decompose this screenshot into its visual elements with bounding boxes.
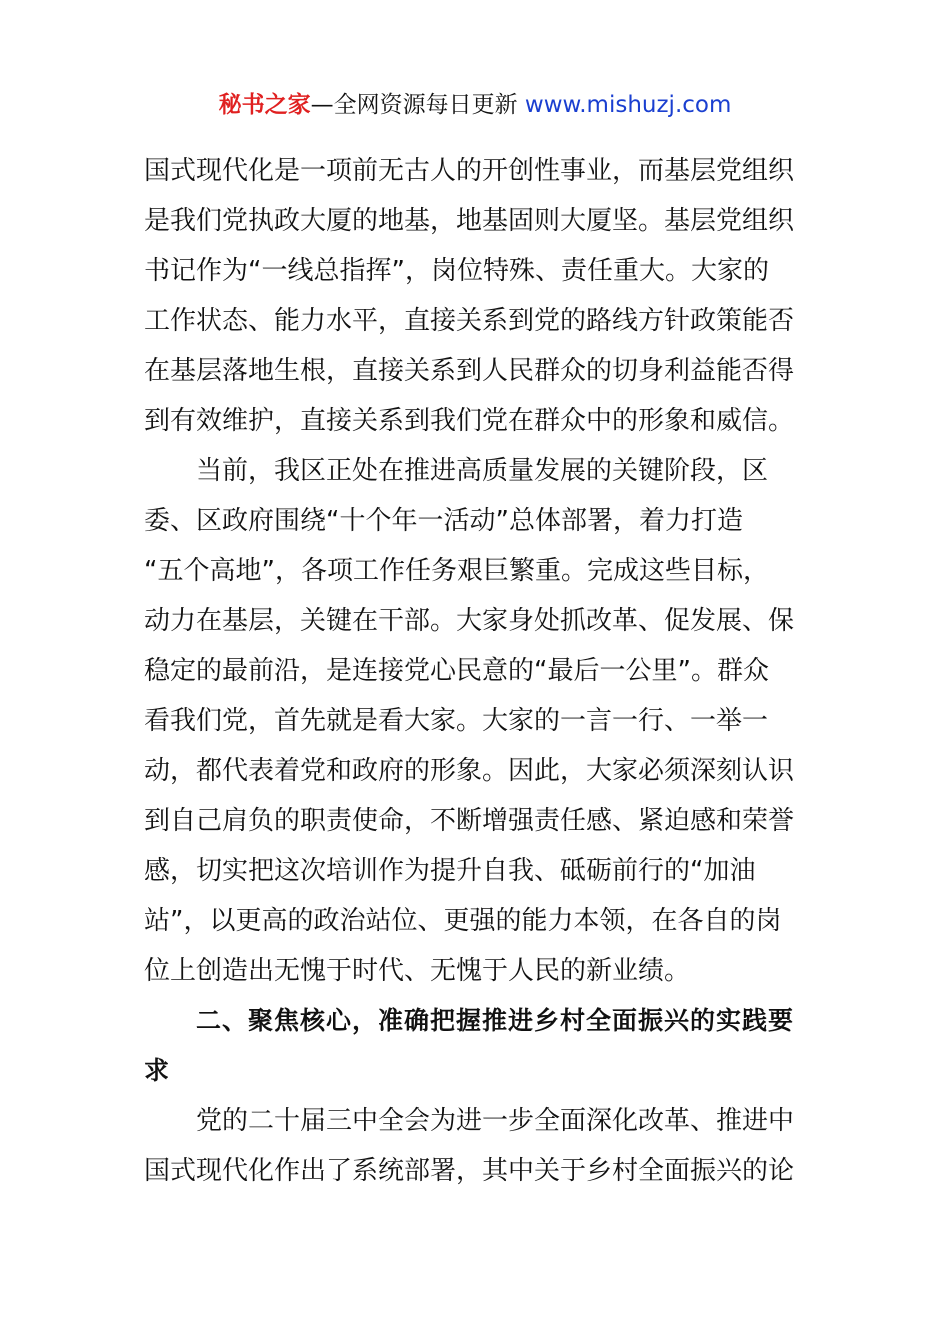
paragraph-line: 到有效维护，直接关系到我们党在群众中的形象和威信。 [144, 406, 795, 436]
header-slogan: —全网资源每日更新 [310, 92, 525, 118]
paragraph-line: 当前，我区正处在推进高质量发展的关键阶段，区 [196, 456, 769, 486]
paragraph-line: 委、区政府围绕“十个年一活动”总体部署，着力打造 [144, 506, 743, 536]
paragraph-line: 国式现代化作出了系统部署，其中关于乡村全面振兴的论 [144, 1156, 795, 1186]
paragraph-line: 是我们党执政大厦的地基，地基固则大厦坚。基层党组织 [144, 206, 795, 236]
section-heading-line: 二、聚焦核心，准确把握推进乡村全面振兴的实践要 [196, 1006, 795, 1035]
paragraph-line: 国式现代化是一项前无古人的开创性事业，而基层党组织 [144, 156, 795, 186]
paragraph-line: 书记作为“一线总指挥”，岗位特殊、责任重大。大家的 [144, 256, 769, 286]
paragraph-line: 看我们党，首先就是看大家。大家的一言一行、一举一 [144, 706, 769, 736]
paragraph-line: 到自己肩负的职责使命，不断增强责任感、紧迫感和荣誉 [144, 806, 795, 836]
paragraph-line: “五个高地”，各项工作任务艰巨繁重。完成这些目标， [144, 556, 769, 586]
paragraph-line: 位上创造出无愧于时代、无愧于人民的新业绩。 [144, 956, 691, 986]
page-header [0, 88, 950, 122]
paragraph-line: 感，切实把这次培训作为提升自我、砥砺前行的“加油 [144, 856, 756, 886]
paragraph-line: 工作状态、能力水平，直接关系到党的路线方针政策能否 [144, 306, 795, 336]
header-url-link[interactable]: www.mishuzj.com [524, 92, 732, 118]
paragraph-line: 稳定的最前沿，是连接党心民意的“最后一公里”。群众 [144, 656, 769, 686]
paragraph-line: 在基层落地生根，直接关系到人民群众的切身利益能否得 [144, 356, 795, 386]
header-brand: 秘书之家 [218, 92, 311, 118]
paragraph-line: 站”，以更高的政治站位、更强的能力本领，在各自的岗 [144, 906, 782, 936]
paragraph-line: 动，都代表着党和政府的形象。因此，大家必须深刻认识 [144, 756, 795, 786]
paragraph-line: 党的二十届三中全会为进一步全面深化改革、推进中 [196, 1106, 795, 1136]
document-body [144, 146, 808, 1196]
paragraph-line: 动力在基层，关键在干部。大家身处抓改革、促发展、保 [144, 606, 795, 636]
section-heading-line: 求 [144, 1056, 171, 1085]
